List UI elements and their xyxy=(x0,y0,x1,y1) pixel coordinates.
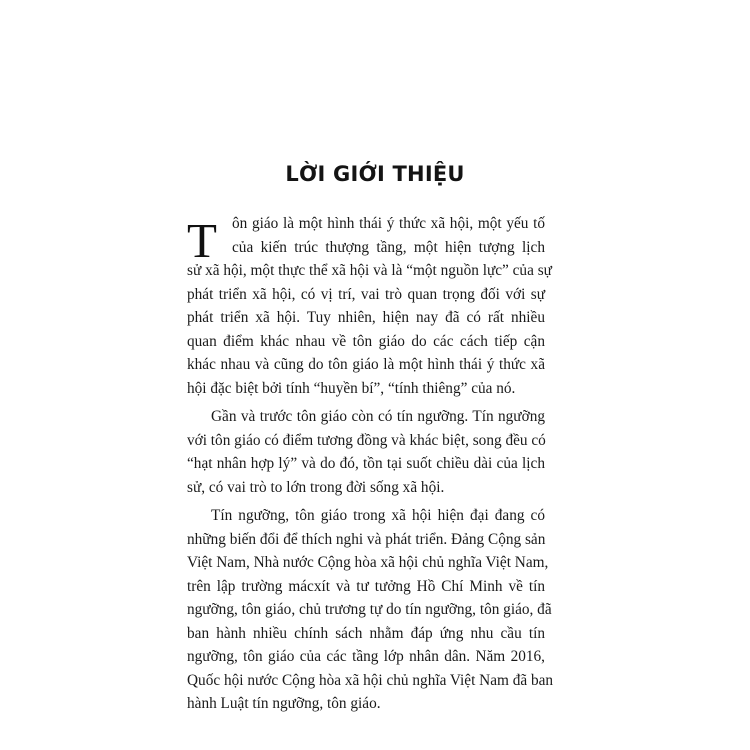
body-text xyxy=(187,212,554,716)
text-line: của kiến trúc thượng tầng, một hiện tượng lịch xyxy=(232,238,545,256)
text-line: phát triển xã hội, có vị trí, vai trò quan trọng đối với sự xyxy=(187,285,545,303)
text-line: những biến đổi để thích nghi và phát triển. Đảng Cộng sản xyxy=(187,530,546,548)
text-line: Gần và trước tôn giáo còn có tín ngưỡng. Tín ngưỡng xyxy=(211,408,545,425)
text-line: “hạt nhân hợp lý” và do đó, tồn tại suốt chiều dài của lịch xyxy=(187,455,545,472)
text-line: quan điểm khác nhau về tôn giáo do các cách tiếp cận xyxy=(187,332,545,350)
text-line: sử xã hội, một thực thể xã hội và là “một nguồn lực” của sự xyxy=(187,262,552,279)
text-line: ngưỡng, tôn giáo, chủ trương tự do tín ngưỡng, tôn giáo, đã xyxy=(187,601,552,618)
text-line: trên lập trường mácxít và tư tưởng Hồ Chí Minh về tín xyxy=(187,577,545,595)
text-line: hội đặc biệt bởi tính “huyền bí”, “tính thiêng” của nó. xyxy=(187,379,516,397)
text-line: hành Luật tín ngưỡng, tôn giáo. xyxy=(187,695,381,712)
text-line: Việt Nam, Nhà nước Cộng hòa xã hội chủ nghĩa Việt Nam, xyxy=(187,554,549,571)
text-line: Tín ngưỡng, tôn giáo trong xã hội hiện đại đang có xyxy=(211,507,545,524)
text-line: ôn giáo là một hình thái ý thức xã hội, một yếu tố xyxy=(232,215,545,232)
paragraph-2 xyxy=(187,405,545,499)
text-line: Quốc hội nước Cộng hòa xã hội chủ nghĩa Việt Nam đã ban xyxy=(187,671,554,689)
paragraph-1 xyxy=(187,212,552,400)
text-line: ngưỡng, tôn giáo của các tầng lớp nhân dân. Năm 2016, xyxy=(187,648,545,665)
chapter-title: LỜI GIỚI THIỆU xyxy=(285,162,465,186)
text-line: phát triển xã hội. Tuy nhiên, hiện nay đã có rất nhiều xyxy=(187,309,545,326)
text-line: khác nhau và cũng do tôn giáo là một hình thái ý thức xã xyxy=(187,356,545,373)
drop-cap: T xyxy=(187,213,217,268)
paragraph-3 xyxy=(187,504,554,716)
text-line: với tôn giáo có điểm tương đồng và khác biệt, song đều có xyxy=(187,431,546,449)
text-line: sử, có vai trò to lớn trong đời sống xã hội. xyxy=(187,478,445,496)
text-line: ban hành nhiều chính sách nhằm đáp ứng nhu cầu tín xyxy=(187,624,545,642)
